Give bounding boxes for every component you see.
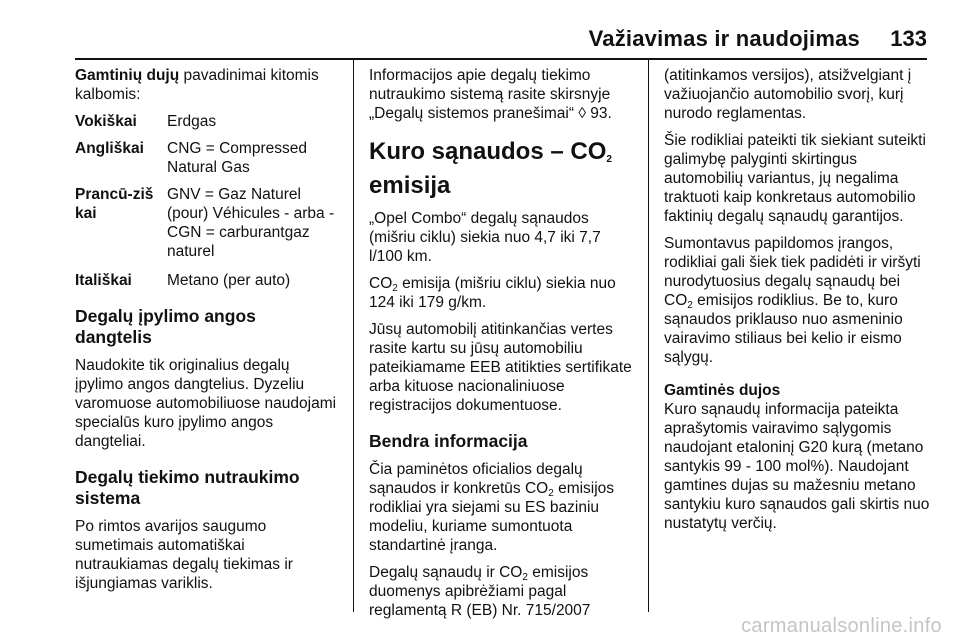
text-version-weight: (atitinkamos versijos), atsižvelgiant į važiuojančio automobilio svorį, kurį nurodo reglamentas. — [664, 67, 912, 122]
column-3 — [664, 66, 932, 541]
heading-general-info: Bendra informacija — [369, 431, 528, 451]
page-number: 133 — [890, 26, 927, 51]
text-co2-emission: $CO_2$ emisija (mišriu ciklu) siekia nuo 124 iki 179 g/km. — [369, 275, 616, 311]
column-2 — [369, 66, 633, 628]
heading-consumption-co2: Kuro sąnaudos – $CO_2$ emisija — [369, 138, 612, 199]
column-divider-1 — [353, 60, 354, 612]
text-indicators-comparison: Šie rodikliai pateikti tik siekiant suteikti galimybę palyginti skirtingus automobilių variantus, jų negalima traktuoti kaip konkretaus automobilio faktinių degalų sąnaudų garantijos. — [664, 132, 926, 225]
text-extra-equipment: Sumontavus papildomos įrangos, rodikliai gali šiek tiek padidėti ir viršyti nurodytuosius degalų sąnaudų bei $CO_2$ emisijos rodiklius. Be to, kuro sąnaudos priklauso nuo asmeninio vairavimo stiliaus bei kelio ir eismo sąlygų. — [664, 235, 921, 366]
lang-row-italian: Itališkai Metano (per auto) — [75, 272, 291, 289]
header-rule — [75, 58, 927, 60]
text-filler-cap: Naudokite tik originalius degalų įpylimo angos dangtelius. Dyzeliu varomuose automobiliuose naudojami specialūs kuro įpylimo angos dangteliai. — [75, 357, 337, 450]
column-1 — [75, 66, 337, 601]
lang-row-german: Vokiškai Erdgas — [75, 113, 217, 130]
section-title: Važiavimas ir naudojimas — [588, 26, 860, 51]
text-fuel-cutoff: Po rimtos avarijos saugumo sumetimais automatiškai nutraukiamas degalų tiekimas ir išjungiamas variklis. — [75, 518, 293, 592]
heading-natural-gas: Gamtinės dujos — [664, 382, 781, 399]
lang-row-english: Angliškai CNG = Compressed Natural Gas — [75, 140, 307, 176]
text-regulation: Degalų sąnaudų ir $CO_2$ emisijos duomenys apibrėžiami pagal reglamentą R (EB) Nr. 715/2007 — [369, 564, 591, 619]
watermark: carmanualsonline.info — [741, 615, 942, 637]
page-header — [0, 0, 960, 58]
text-combo-consumption: „Opel Combo“ degalų sąnaudos (mišriu ciklu) siekia nuo 4,7 iki 7,7 l/100 km. — [369, 210, 601, 265]
column-divider-2 — [648, 60, 649, 612]
text-official-values: Čia paminėtos oficialios degalų sąnaudos ir konkretūs $CO_2$ emisijos rodikliai yra siejami su ES baziniu modeliu, kuriame sumontuota standartinė įranga. — [369, 461, 615, 554]
page-ref-icon: ◊ — [578, 105, 586, 122]
heading-fuel-cutoff: Degalų tiekimo nutraukimo sistema — [75, 467, 300, 508]
text-eeb-certificate: Jūsų automobilį atitinkančias vertes rasite kartu su jūsų automobiliu pateikiamame EEB atitikties sertifikate arba kituose nacionaliniuose registracijos dokumentuose. — [369, 321, 632, 414]
languages-intro: Gamtinių dujų pavadinimai kitomis kalbomis: — [75, 67, 319, 103]
text-cutoff-reference: Informacijos apie degalų tiekimo nutraukimo sistemą rasite skirsnyje „Degalų sistemos pranešimai“ ◊ 93. — [369, 67, 612, 122]
text-natural-gas: Kuro sąnaudų informacija pateikta aprašytomis vairavimo sąlygomis naudojant etaloninį G20 kurą (metano santykis 99 - 100 mol%). Naudojant gamtines dujas su mažesniu metano santykiu kuro sąnaudos gali skirtis nuo nustatytų verčių. — [664, 401, 930, 532]
heading-filler-cap: Degalų įpylimo angos dangtelis — [75, 306, 256, 347]
lang-row-french: Prancū-ziškai GNV = Gaz Naturel (pour) Véhicules - arba - CGN = carburantgaz naturel — [75, 186, 335, 260]
